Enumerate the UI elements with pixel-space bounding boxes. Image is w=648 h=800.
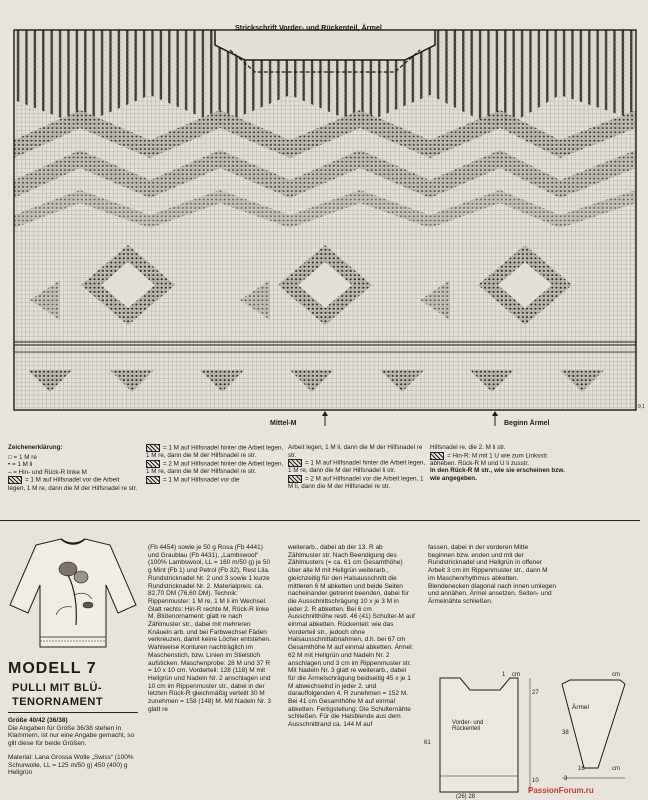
legend-item: – = Hin- und Rück-R linke M: [8, 468, 87, 476]
size-section: [8, 717, 138, 777]
size-head: Größe 40/42 (36/38): [8, 717, 68, 724]
cable-symbol-icon: [146, 460, 160, 468]
legend-item: = 1 M auf Hilfsnadel hinter die Arbeit legen, 1 M re, dann die M der Hilfsnadel li str.: [288, 459, 426, 475]
legend-col-2: [146, 444, 284, 484]
legend-item: □ = 1 M re: [8, 453, 37, 461]
model-subtitle-2: TENORNAMENT: [12, 696, 104, 708]
dim: 27: [532, 690, 539, 696]
cable-symbol-icon: [8, 476, 22, 484]
dim: cm: [612, 672, 620, 678]
legend-item: = Hin-R: M mit 1 U wie zum Linksstr. abheben. Rück-R M und U li zusstr.: [430, 452, 549, 467]
dim: 3: [564, 776, 568, 782]
dim: 38: [562, 730, 569, 736]
legend-item: = 2 M auf Hilfsnadel vor die Arbeit legen, 1 M li, dann die M der Hilfsnadel re str.: [288, 475, 424, 491]
watermark: PassionForum.ru: [528, 786, 594, 795]
pattern-schematic: [420, 668, 640, 800]
mitte-label: Mittel-M: [270, 420, 297, 427]
legend-item: = 1 M auf Hilfsnadel vor die: [163, 476, 240, 484]
section-divider: [0, 520, 640, 521]
legend-item: Arbeit legen, 1 M li, dann die M der Hilfsnadel re str.: [288, 444, 423, 459]
slip-stitch-icon: [430, 452, 444, 460]
legend-heading: Zeichenerklärung:: [8, 444, 63, 451]
cable-symbol-icon: [288, 459, 302, 467]
sleeve-label: Ärmel: [572, 704, 589, 711]
cable-symbol-icon: [146, 444, 160, 452]
legend-col-3: [288, 444, 426, 491]
cable-symbol-icon: [146, 476, 160, 484]
legend-item: Hilfsnadel re, die 2. M li str.: [430, 444, 506, 451]
model-rule: [8, 712, 138, 713]
dim: cm: [612, 766, 620, 772]
aermel-label: Beginn Ärmel: [504, 420, 550, 427]
front-label: Vorder- und Rückenteil: [452, 720, 484, 732]
instruction-column-3: weiterarb., dabei ab der 13. R ab Zählmuster str. Nach Beendigung des Zählmusters (= ca. 61 cm Gesamthöhe) über alle M mit Hellgrün weiterarb., gleichzeitig für den Halsausschnitt die mittleren 6 M abketten und beide Seiten nacheinander getrennt beenden, dabei für die Ausschnittschrägung 10 x je 3 M in jeder 2. R abketten. Bei 6 cm Ausschnitthöhe restl. 46 (41) Schulter-M auf einmal abketten. Rückenteil: wie das Vorderteil str., jedoch ohne Halsausschnittabnahmen, d.h. bei 67 cm Gesamthöhe M auf einmal abketten. Ärmel: 62 M mit Hellgrün und Nadeln Nr. 2 anschlagen und 3 cm im Rippenmuster str. Mit Nadeln Nr. 3 glatt re weiterarb., dabei für die Ärmelschrägung beidseitig 45 x je 1 M abwechselnd in jeder 2. und darauffolgenden 4. R zunehmen = 152 M. Bei 41 cm Gesamthöhe M auf einmal abketten. Fertigstellung: Die Schulternähte schließen. Für die Halsblende aus dem Ausschnittrand ca. 144 M auf: [288, 544, 415, 729]
material-text: Material: Lana Grossa Wolle „Swiss“ (100% Schurwolle, LL = 125 m/50 g) 450 (400) g Hellgrün: [8, 753, 134, 777]
size-text: Die Angaben für Größe 36/38 stehen in Klammern, ist nur eine Angabe gemacht, so gilt diese für beide Größen.: [8, 724, 135, 748]
dim: 10: [532, 778, 539, 784]
side-mark: 9,1: [638, 404, 645, 410]
instruction-column-4: fassen, dabei in der vorderen Mitte beginnen bzw. enden und mit der Rundstricknadel und Hellgrün in offener Arbeit 3 cm im Rippenmuster str., dann M im Maschenrhythmus abketten. Blendenecken diagonal nach innen umlegen und annähen. Ärmel ansetzen. Seiten- und Ärmelnähte schließen.: [428, 544, 556, 605]
cable-symbol-icon: [288, 475, 302, 483]
dim: cm: [512, 672, 520, 678]
instruction-column-2: (Fb 4454) sowie je 50 g Rosa (Fb 4441) und Graublau (Fb 4431), „Lambswool“ (100% Lambswool, LL = 160 m/50 g) je 50 g Mint (Fb 1) und Petrol (Fb 32), Rest Lila. Rundstricknadel Nr. 2 und 3 sowie 1 kurze Rundstricknadel Nr. 2. Materialpreis: ca. 82,70 DM (76,60 DM). Technik: Rippenmuster: 1 M re, 1 M li im Wechsel. Glatt rechts: Hin-R rechte M, Rück-R linke M. Blütenornament: glatt re nach Zählmuster str., dabei mit mehreren Knäueln arb. und bei Farbwechsel Fäden verkreuzen, damit keine Löcher entstehen. Wahlweise Konturen nachträglich im Maschenstich, bzw. Linien im Stielstich aufsticken. Maschenprobe: 28 M und 37 R = 10 x 10 cm. Vorderteil: 128 (118) M mit Hellgrün und Nadeln Nr. 2 anschlagen und 10 cm im Rippenmuster str., dabei in der letzten Rück-R gleichmäßig verteilt 30 M zunehmen = 158 (148) M. Mit Nadeln Nr. 3 glatt re: [148, 544, 272, 713]
model-subtitle-1: PULLI MIT BLÜ-: [12, 682, 103, 694]
legend-col-4: [430, 444, 570, 483]
legend-col-1: [8, 444, 138, 492]
dim: 16: [578, 766, 585, 772]
front-back-piece: [440, 678, 518, 792]
legend-item: = 1 M auf Hilfsnadel hinter die Arbeit legen, 1 M re, dann die M der Hilfsnadel re str.: [146, 444, 284, 460]
legend-item: = 1 M auf Hilfsnadel vor die Arbeit legen, 1 M re, dann die M der Hilfsnadel re str.: [8, 477, 138, 492]
dim: 1: [502, 672, 506, 678]
legend-item: • = 1 M li: [8, 461, 33, 469]
legend-item: = 2 M auf Hilfsnadel hinter die Arbeit legen, 1 M re, dann die M der Hilfsnadel re str.: [146, 460, 284, 476]
neckline: [215, 30, 435, 60]
model-number: MODELL 7: [8, 660, 97, 677]
sweater-illustration: [6, 535, 140, 653]
dim: (26) 28: [456, 794, 476, 800]
chart-header: Strickschrift Vorder- und Rückenteil, Ärmel: [235, 23, 382, 32]
legend-note: In den Rück-R M str., wie sie erscheinen bzw. wie angegeben.: [430, 467, 565, 483]
sleeve-piece: [562, 680, 625, 768]
dim: 61: [424, 740, 431, 746]
